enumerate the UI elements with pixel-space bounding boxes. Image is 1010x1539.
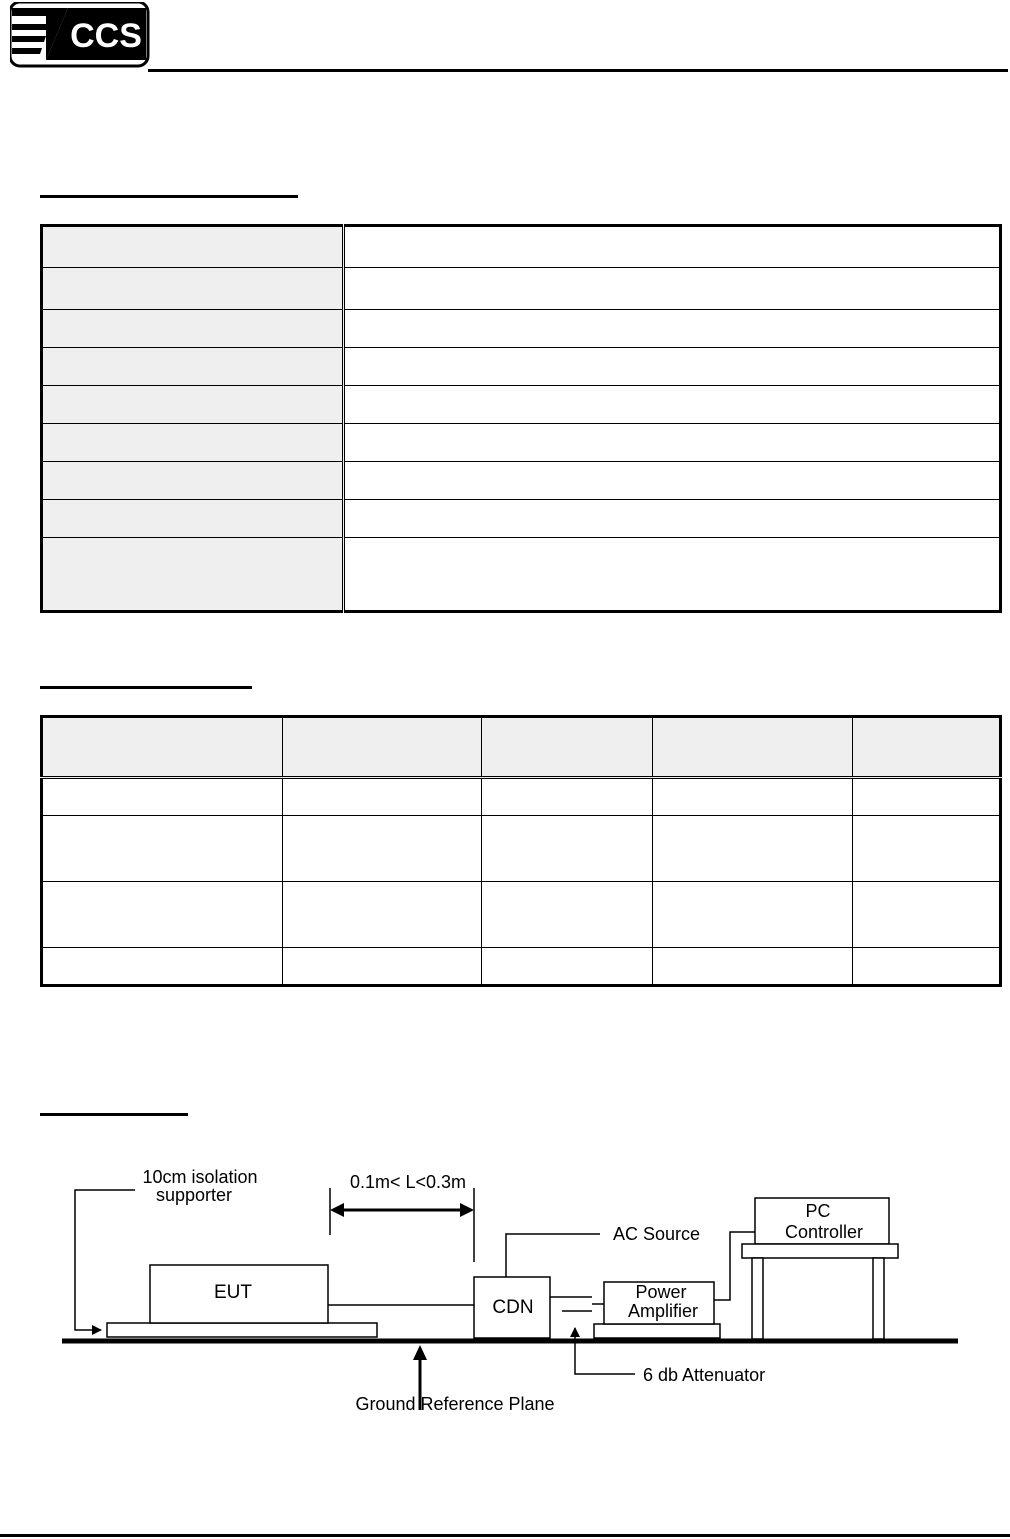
eut-label: EUT bbox=[214, 1282, 252, 1303]
spec-value bbox=[344, 386, 1001, 424]
spec-label bbox=[42, 538, 344, 612]
spec-value bbox=[344, 348, 1001, 386]
spec-value bbox=[344, 462, 1001, 500]
table-row bbox=[42, 882, 1001, 948]
table-cell bbox=[653, 882, 853, 948]
table-cell bbox=[283, 882, 482, 948]
distance-arrow-right-head bbox=[460, 1203, 474, 1217]
table-cell bbox=[283, 816, 482, 882]
section-1-heading-underline bbox=[40, 195, 298, 198]
ac-source-line bbox=[506, 1234, 600, 1277]
table-row bbox=[42, 462, 1001, 500]
table-leg-right bbox=[873, 1258, 884, 1339]
table-cell bbox=[42, 778, 283, 816]
table-row bbox=[42, 948, 1001, 986]
table-row bbox=[42, 386, 1001, 424]
table-cell bbox=[42, 948, 283, 986]
amplifier-label-line2: Amplifier bbox=[627, 1301, 699, 1321]
ac-source-label: AC Source bbox=[613, 1224, 701, 1244]
table-row bbox=[42, 778, 1001, 816]
column-header bbox=[42, 717, 283, 778]
table-cell bbox=[482, 882, 653, 948]
ccs-logo bbox=[10, 2, 150, 68]
spec-label bbox=[42, 462, 344, 500]
ground-plane-label: Ground Reference Plane bbox=[355, 1394, 555, 1414]
spec-label bbox=[42, 424, 344, 462]
table-row bbox=[42, 816, 1001, 882]
spec-label bbox=[42, 348, 344, 386]
spec-value bbox=[344, 268, 1001, 310]
table-row bbox=[42, 310, 1001, 348]
column-header bbox=[482, 717, 653, 778]
spec-value bbox=[344, 424, 1001, 462]
specification-table bbox=[40, 224, 1002, 613]
distance-label: 0.1m< L<0.3m bbox=[349, 1172, 467, 1192]
table-cell bbox=[853, 882, 1001, 948]
section-2-heading-underline bbox=[40, 686, 252, 689]
table-header-row bbox=[42, 717, 1001, 778]
isolation-callout-arrow bbox=[75, 1190, 135, 1330]
attenuator-label: 6 db Attenuator bbox=[643, 1365, 766, 1385]
table-cell bbox=[482, 948, 653, 986]
table-row bbox=[42, 348, 1001, 386]
spec-value bbox=[344, 310, 1001, 348]
cdn-label: CDN bbox=[492, 1297, 534, 1318]
table-cell bbox=[42, 816, 283, 882]
table-cell bbox=[853, 816, 1001, 882]
column-header bbox=[853, 717, 1001, 778]
isolation-label-line2: supporter bbox=[155, 1185, 233, 1205]
table-row bbox=[42, 538, 1001, 612]
table-cell bbox=[482, 816, 653, 882]
amplifier-label-line1: Power bbox=[635, 1282, 687, 1302]
test-setup-diagram bbox=[55, 1160, 975, 1420]
amp-pc-cable bbox=[714, 1232, 755, 1300]
table-cell bbox=[653, 816, 853, 882]
table-row bbox=[42, 226, 1001, 268]
footer-rule bbox=[0, 1534, 1010, 1537]
table-cell bbox=[853, 948, 1001, 986]
table-row bbox=[42, 268, 1001, 310]
table-cell bbox=[283, 948, 482, 986]
spec-label bbox=[42, 310, 344, 348]
isolation-label-line1: 10cm isolation bbox=[142, 1167, 258, 1187]
table-row bbox=[42, 500, 1001, 538]
table-cell bbox=[283, 778, 482, 816]
spec-label bbox=[42, 500, 344, 538]
table-cell bbox=[42, 882, 283, 948]
distance-arrow-left-head bbox=[330, 1203, 344, 1217]
logo-text: CCS bbox=[70, 17, 142, 55]
column-header bbox=[653, 717, 853, 778]
pc-label-line1: PC bbox=[805, 1201, 831, 1221]
table-cell bbox=[653, 778, 853, 816]
table-cell bbox=[853, 778, 1001, 816]
table-cell bbox=[653, 948, 853, 986]
column-header bbox=[283, 717, 482, 778]
spec-label bbox=[42, 386, 344, 424]
spec-label bbox=[42, 226, 344, 268]
ground-callout-head bbox=[413, 1345, 427, 1360]
spec-label bbox=[42, 268, 344, 310]
table-leg-left bbox=[752, 1258, 763, 1339]
table-top bbox=[742, 1244, 898, 1258]
equipment-table bbox=[40, 715, 1002, 987]
spec-value bbox=[344, 538, 1001, 612]
table-row bbox=[42, 424, 1001, 462]
spec-value bbox=[344, 500, 1001, 538]
table-cell bbox=[482, 778, 653, 816]
header-rule bbox=[148, 69, 1008, 72]
pc-label-line2: Controller bbox=[784, 1222, 864, 1242]
spec-value bbox=[344, 226, 1001, 268]
isolation-supporter bbox=[107, 1323, 377, 1337]
section-3-heading-underline bbox=[40, 1113, 188, 1116]
amplifier-stand bbox=[594, 1324, 720, 1338]
